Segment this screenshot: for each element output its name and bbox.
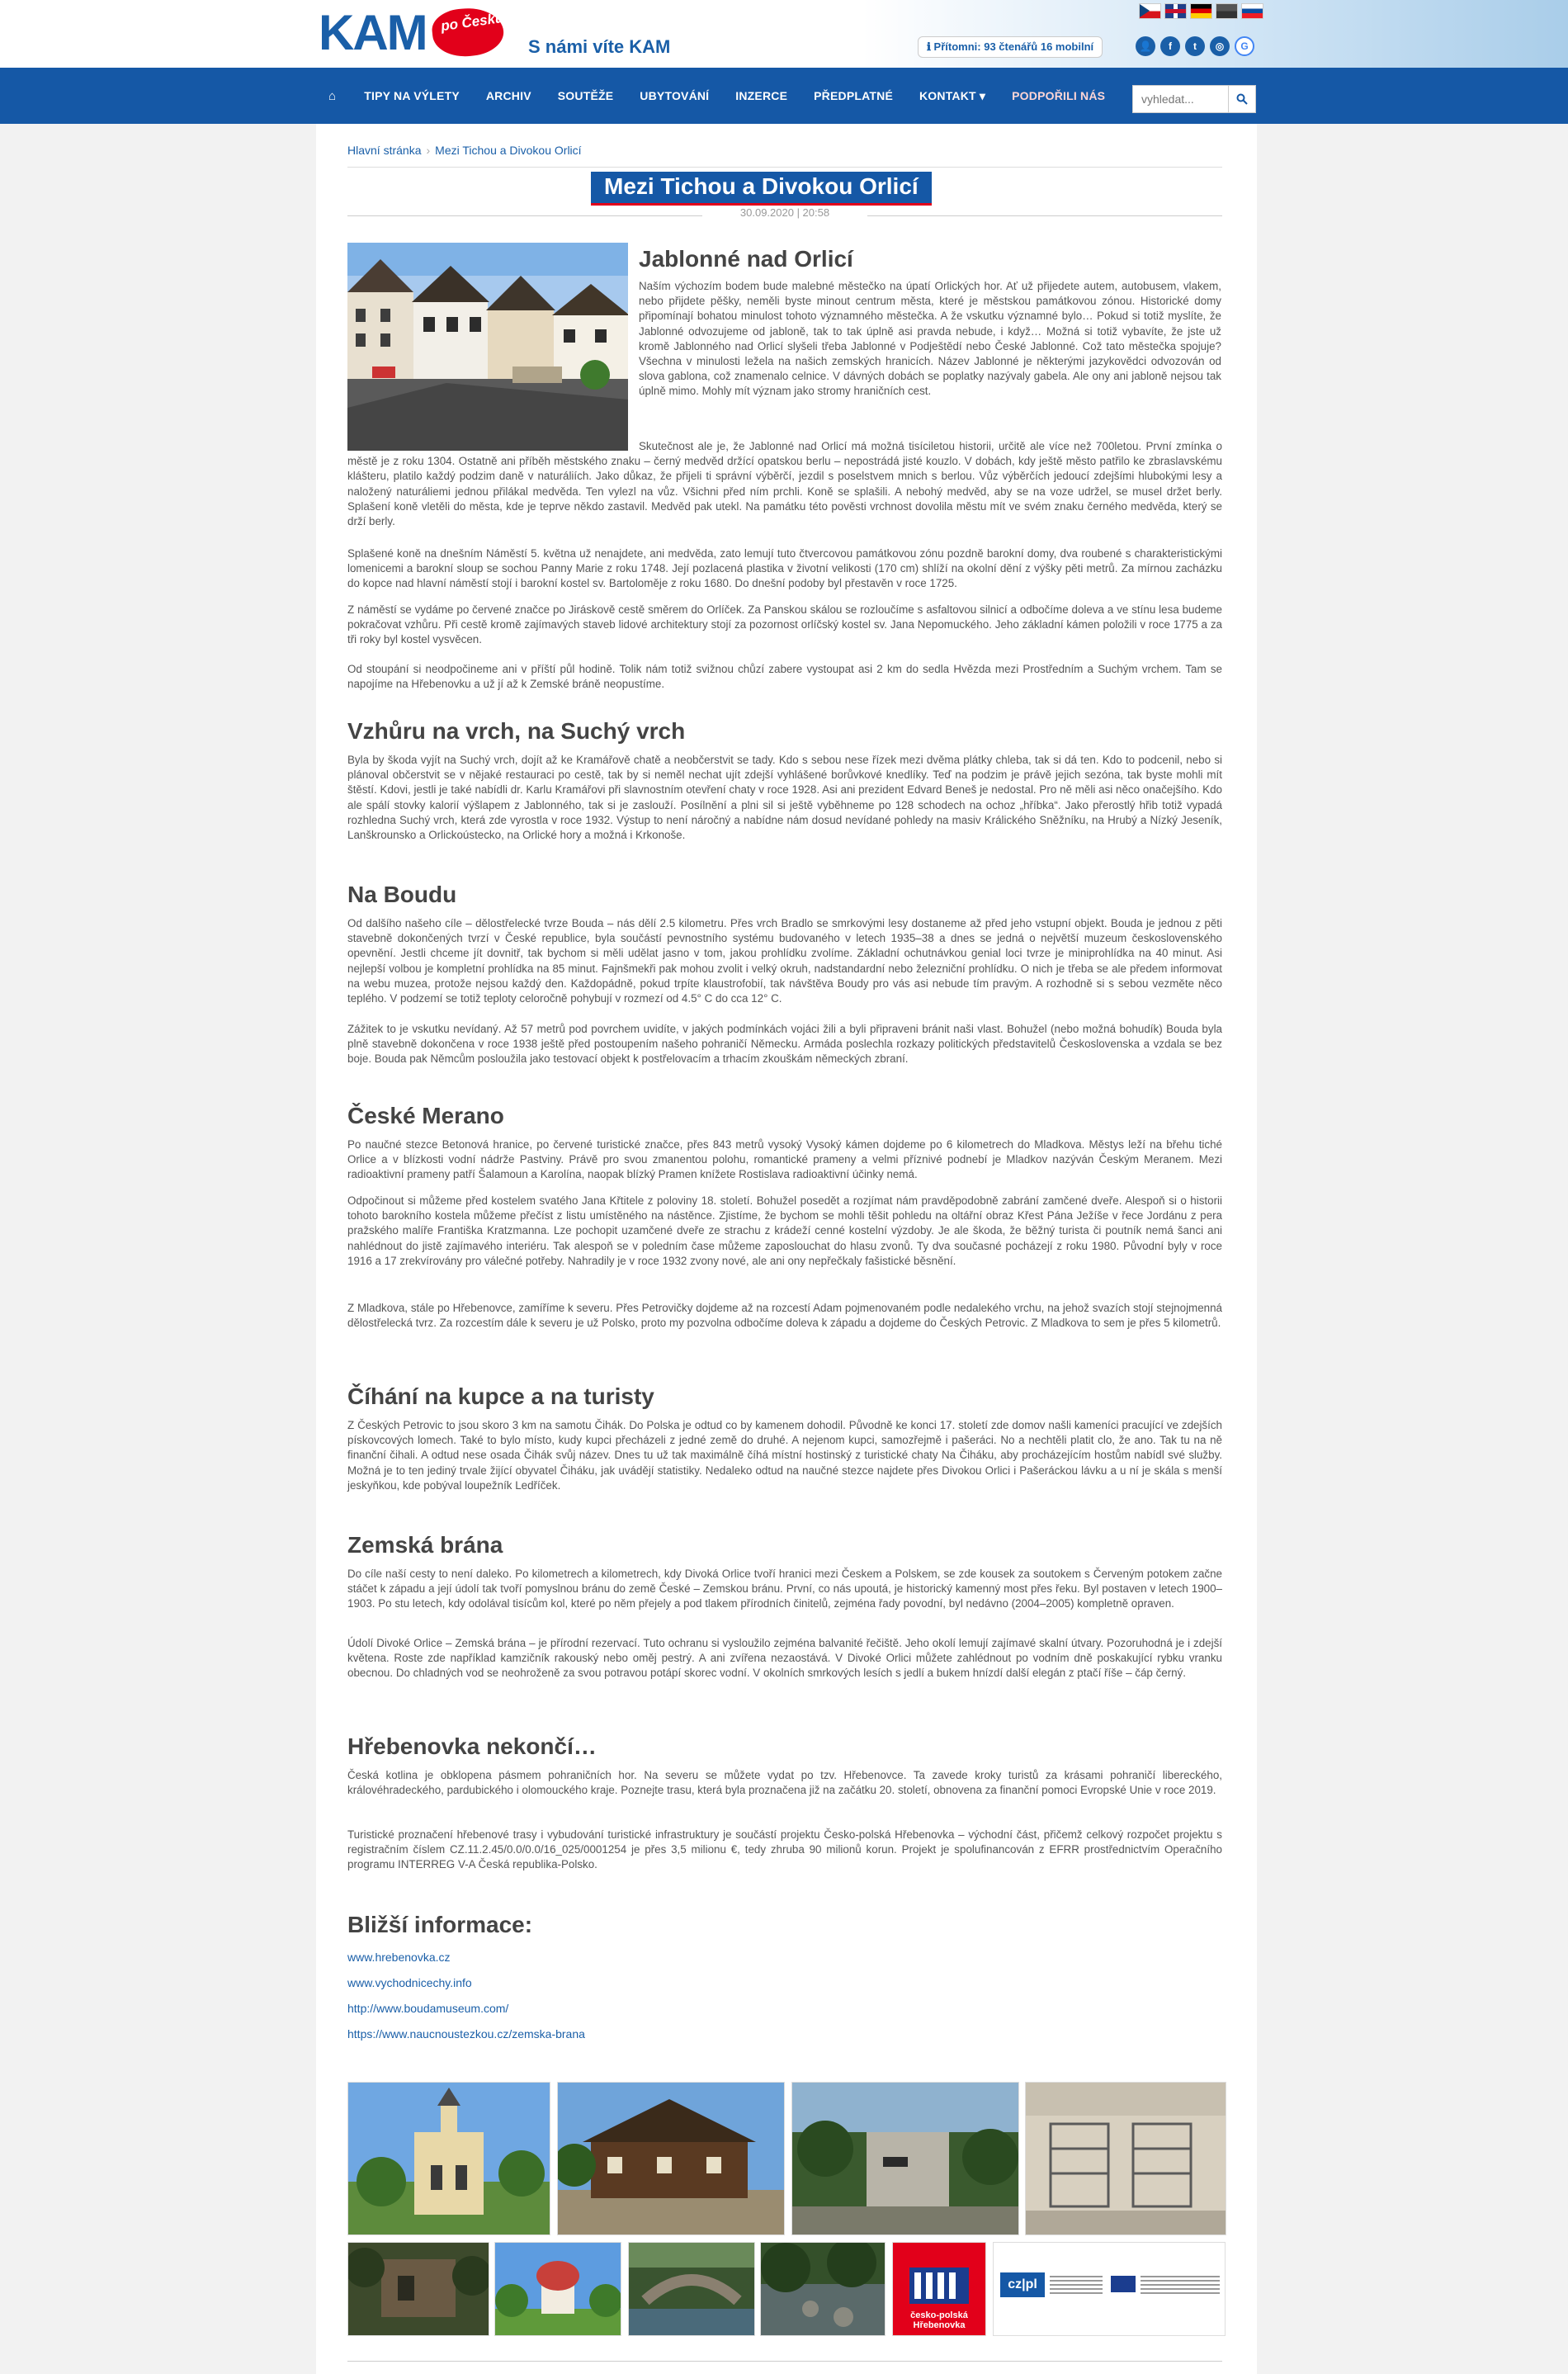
- nav-item-souteze[interactable]: SOUTĚŽE: [557, 89, 614, 102]
- section-heading: Zemská brána: [347, 1532, 503, 1558]
- gallery-thumbnail[interactable]: [557, 2082, 785, 2235]
- info-link[interactable]: www.vychodnicechy.info: [347, 1976, 472, 1989]
- hrebenovka-badge-text: česko-polská Hřebenovka: [910, 2310, 968, 2330]
- flag-gb-icon[interactable]: [1164, 3, 1187, 19]
- eu-caption-lines: [1141, 2276, 1220, 2294]
- paragraph: Zážitek to je vskutku nevídaný. Až 57 metrů pod povrchem uvidíte, v jakých podmínkách vojáci žili a byli připraveni bránit naši vlast. Bohužel (nebo možná bohudík) Bouda byla plně stavebně dokončena v roce 1938 ještě před postoupením našeho pohraničí Německu. Armáda poslechla rozkazy politických představitelů Československa a vzdala se bez boje. Bouda pak Němcům posloužila jako testovací objekt k postřelovacím a trhacím zkouškám německých zbraní.: [347, 1023, 1222, 1066]
- info-links: [347, 1945, 585, 2047]
- nav-home-icon[interactable]: ⌂: [328, 88, 337, 103]
- search-icon[interactable]: [1228, 85, 1256, 113]
- facebook-icon[interactable]: f: [1160, 36, 1180, 56]
- flag-pl-icon[interactable]: [1216, 3, 1238, 19]
- twitter-icon[interactable]: t: [1185, 36, 1205, 56]
- gallery-thumbnail[interactable]: [494, 2242, 621, 2336]
- social-links: [1136, 36, 1254, 56]
- paragraph: Turistické proznačení hřebenové trasy i vybudování turistické infrastruktury je součástí projektu Česko-polská Hřebenovka – východní část, přičemž celkový rozpočet projektu s registračním číslem CZ.11.2.45/0.0/0.0/16_025/0001254 je přes 3,5 milionu €, tedy zhruba 90 milionů korun. Projekt je spolufinancován z EFRR prostřednictvím Operačního programu INTERREG V-A Česká republika-Polsko.: [347, 1828, 1222, 1871]
- paragraph: Z náměstí se vydáme po červené značce po Jiráskově cestě směrem do Orlíček. Za Panskou skálou se rozloučíme s asfaltovou silnicí a odbočíme doleva a ve stínu lesa budeme pokračovat vzhůru. Při cestě kromě zajímavých staveb lidové architektury stojí za pozornost orlíčský kostel sv. Jana Nepomuckého. Jeho základní kámen položili v roce 1775 a za tři roky byl kostel vysvěcen.: [347, 603, 1222, 646]
- header: [0, 0, 1568, 68]
- divider: [347, 2361, 1222, 2362]
- logo-caption-lines: [1050, 2276, 1103, 2294]
- gallery-thumbnail-eu-logos[interactable]: [993, 2242, 1226, 2336]
- paragraph: Byla by škoda vyjít na Suchý vrch, dojít až ke Kramářově chatě a neobčerstvit se tady. Kdo s sebou nese řízek mezi dvěma plátky chleba, tak si dá ten. Kdo to podcenil, nebo si plánoval občerstvit se v nějaké restauraci po cestě, tak by si neměl nechat ujít zdejší vyhlášené borůvkové knedlíky. Teď na podzim je právě jejich sezóna, tak byste mohli mít štěstí. Kdovi, jestli je také nabídli dr. Karlu Kramářovi při slavnostním otevření chaty v roce 1928. Asi ani prezident Edvard Beneš je nedostal. Pro ně měli asi něco onačejšího. Kdo ale spálí stovky kalorií výšlapem z Jablonného, tak si je zaslouží. Posílnění a plni sil si ještě vyběhneme po 128 schodech na ochoz „hříbka“. Jako přerostlý hřib totiž vypadá rozhledna Suchý vrch, která zde vyrostla v roce 1932. Výstup to není náročný a nabídne nám dosud nevídané pohledy na masiv Králického Sněžníku, na Hrubý a Nízký Jeseník, Lanškrounsko a Orlickoústecko, na Orlické hory a možná i Krkonoše.: [347, 754, 1222, 842]
- nav-item-inzerce[interactable]: INZERCE: [735, 89, 788, 102]
- czpl-logo: cz|pl: [1000, 2272, 1045, 2297]
- breadcrumb-separator-icon: ›: [426, 144, 431, 157]
- paragraph: Naším výchozím bodem bude malebné městečko na úpatí Orlických hor. Ať už přijedete autem, autobusem, vlakem, nebo přijdete pěšky, neměli byste minout centrum města, které je městskou památkovou zónou. Historické domy připomínají bohatou minulost tohoto významného městečka. A že vskutku významné bylo… Pokud si totiž myslíte, že Jablonné odvozujeme od jabloně, tak to tak úplně asi pravda nebude, i když… Možná si totiž vybavíte, že jste už kromě Jablonného nad Orlicí slyšeli třeba Jablonné v Podještědí nebo České Jablonné. Což tato městečka spojuje? Všechna v minulosti ležela na našich zemských hranicích. Název Jablonné je některými jazykovědci odvozován od slova gablona, což znamenalo celnice. V dávných dobách se poplatky nazývaly gabela. Ale ony ani jabloně nejsou tak úplně mimo. Mohly mít význam jako stromy hraničních cest.: [639, 280, 1221, 398]
- article-date: 30.09.2020 | 20:58: [347, 206, 1222, 226]
- gallery-thumbnail[interactable]: [791, 2082, 1019, 2235]
- logo-badge-text: po Česku: [439, 9, 505, 35]
- flag-de-icon[interactable]: [1190, 3, 1212, 19]
- gallery-thumbnail[interactable]: [760, 2242, 886, 2336]
- paragraph: Po naučné stezce Betonová hranice, po červené turistické značce, přes 843 metrů vysoký Vysoký kámen dojdeme po 6 kilometrech do Mladkova. Městys leží na břehu tiché Orlice a v blízkosti vodní nádrže Pastviny. Právě pro svou zmanentou polohu, romantické prameny a velmi příznivé podnebí je Mladkov nazýván Českým Meranem. Mezi radioaktivní prameny patří Šalamoun a Karolína, naopak blízký Pramen knížete Rostislava radioaktivní účinky nemá.: [347, 1138, 1222, 1181]
- instagram-icon[interactable]: ◎: [1210, 36, 1230, 56]
- info-link[interactable]: http://www.boudamuseum.com/: [347, 2002, 509, 2015]
- gallery-thumbnail[interactable]: [628, 2242, 755, 2336]
- page-title: Mezi Tichou a Divokou Orlicí: [591, 172, 932, 206]
- language-flags: [1139, 3, 1263, 18]
- logo-text: KAM: [319, 5, 427, 60]
- eu-flag-icon: [1111, 2276, 1136, 2292]
- paragraph: Splašené koně na dnešním Náměstí 5. května už nenajdete, ani medvěda, zato lemují tuto čtvercovou památkovou zónu pozdně barokní domy, dva roubené s charakteristickými lomenicemi a barokní sloup se sochou Panny Marie z roku 1748. Její pozlacená plastika v životní velikosti (170 cm) shlíží na okolní dění z výšky pěti metrů. Za mírnou zacházku do kopce nad hlavní náměstí stojí i barokní kostel sv. Bartoloměje z roku 1680. Do dnešní podoby byl přestavěn v roce 1725.: [347, 547, 1222, 590]
- user-icon[interactable]: 👤: [1136, 36, 1155, 56]
- nav-item-podporili[interactable]: PODPOŘILI NÁS: [1012, 89, 1106, 102]
- flag-cz-icon[interactable]: [1139, 3, 1161, 19]
- section-heading: Číhání na kupce a na turisty: [347, 1383, 654, 1409]
- paragraph: Z Mladkova, stále po Hřebenovce, zamíříme k severu. Přes Petrovičky dojdeme až na rozcestí Adam pojmenovaném podle nedalekého vrchu, na jehož svazích stojí stejnojmenná dělostřelecká tvrz. Za rozcestím dále k severu je už Polsko, proto my pozvolna odbočíme doleva k západu a dojdeme do Českých Petrovic. Z Mladkova to sem je přes 5 kilometrů.: [347, 1302, 1222, 1330]
- paragraph: Z Českých Petrovic to jsou skoro 3 km na samotu Čihák. Do Polska je odtud co by kamenem dohodil. Původně ke konci 17. století zde domov našli kameníci pracující ve zdejších pískovcových lomech. Také to bylo místo, kudy kupci přecházeli z jedné země do druhé. A nejenom kupci, samozřejmě i pašeráci. No a nechtěli platit clo, že ano. Tak tu na ně finanční čihali. A odtud nese osada Čihák svůj název. Dnes tu už tak maximálně číhá místní hostinský z turistické chaty Na Čiháku, aby procházejícím hostům nabídl své služby. Možná je to ten jediný trvale žijící obyvatel Čiháku, jak uvádějí statistiky. Nedaleko odtud na naučné stezce najdete přes Divokou Orlici i Pašeráckou lávku a u ní je skála s menší jeskyňkou, kde pobýval loupežník Ledříček.: [347, 1419, 1222, 1492]
- article-main-image[interactable]: [347, 243, 628, 451]
- paragraph: Od dalšího našeho cíle – dělostřelecké tvrze Bouda – nás dělí 2.5 kilometru. Přes vrch Bradlo se smrkovými lesy dostaneme až před jeho vstupní objekt. Bouda je jednou z pěti stavebně dokončených tvrzí v České republice, byla součástí pevnostního systému budovaného v letech 1935–38 a dnes se jedná o největší muzeum československého opevnění. Jestli chceme jít dovnitř, tak bychom si měli udělat jasno v tom, jakou prohlídku zvolíme. Základní ochutnávkou genial loci tvrze je miniprohlídka na 40 minut. Asi nejlepší volbou je kompletní prohlídka na 85 minut. Fajnšmekři pak mohou zvolit i velký okruh, nadstandardní nebo železniční prohlídku. O nich je třeba se ale předem informovat na webu muzea, protože nejsou každý den. Každopádně, pokud trpíte klaustrofobií, tak návštěva Boudy pro vás asi nebude tím pravým. A rozhodně si s sebou vezměte něco teplého. V podzemí se totiž teploty celoročně pohybují v rozmezí od 4.5° C do cca 12° C.: [347, 917, 1222, 1005]
- section-heading: Hřebenovka nekončí…: [347, 1733, 597, 1759]
- flag-sk-icon[interactable]: [1241, 3, 1263, 19]
- nav-item-tipy[interactable]: TIPY NA VÝLETY: [364, 89, 460, 102]
- nav-item-predplatne[interactable]: PŘEDPLATNÉ: [814, 89, 893, 102]
- site-slogan: S námi víte KAM: [528, 36, 671, 57]
- paragraph: Údolí Divoké Orlice – Zemská brána – je přírodní rezervací. Tuto ochranu si vysloužilo zejména balvanité řečiště. Jeho okolí lemují zajímavé skalní útvary. Pozoruhodná je i zdejší květena. Roste zde například kamzičník rakouský nebo oměj pestrý. A ani zvířena nezaostává. V Divoké Orlici můžete zahlédnout po vodním dně poskakující rybku vranku obecnou. Do chladných vod se neohroženě za svou potravou potápí skorec vodní. V okolních smrkových lesích s jedlí a bukem hnízdí další elegán z ptačí říše – čáp černý.: [347, 1637, 1222, 1680]
- paragraph: Od stoupání si neodpočineme ani v příští půl hodině. Tolik nám totiž svižnou chůzí zabere vystoupat asi 2 km do sedla Hvězda mezi Prostředním a Suchým vrchem. Tam se napojíme na Hřebenovku a už jí až k Zemské bráně neopustíme.: [347, 663, 1222, 691]
- nav-item-ubytovani[interactable]: UBYTOVÁNÍ: [640, 89, 710, 102]
- gallery-thumbnail[interactable]: [1025, 2082, 1226, 2235]
- divider: [347, 167, 1222, 168]
- section-heading: Bližší informace:: [347, 1912, 533, 1937]
- google-icon[interactable]: G: [1235, 36, 1254, 56]
- info-link[interactable]: https://www.naucnoustezkou.cz/zemska-brana: [347, 2027, 585, 2041]
- main-navigation: [0, 68, 1568, 124]
- paragraph: Skutečnost ale je, že Jablonné nad Orlicí má možná tisíciletou historii, určitě ale více než 700letou. První zmínka o městě je z roku 1304. Ostatně ani příběh městského znaku – černý medvěd držící opatskou berlu – nepostrádá jisté kouzlo. V dobách, kdy ještě město patřilo ke zbraslavskému klášteru, platilo každý podzim daně v naturáliích. Jako důkaz, že přijeli ti správní výběrčí, jezdil s poselstvem mnich s berlou. Vůz výběrčích jedoucí zdejšími hlubokými lesy a naložený naturáliemi jednou přilákal medvěda. Ten vylezl na vůz. Všichni před ním prchli. Koně se splašili. A nebohý medvěd, aby se na voze udržel, se musel držet berly. Splašení koně vletěli do města, kde je teprve někdo zastavil. Medvěd pak utekl. Na památku této pověsti vrchnost dovolila městu mít ve svém znaku černého medvěda, který se drží berly.: [347, 440, 1222, 528]
- section-heading: Vzhůru na vrch, na Suchý vrch: [347, 718, 686, 744]
- nav-item-kontakt[interactable]: KONTAKT ▾: [919, 88, 986, 102]
- nav-item-archiv[interactable]: ARCHIV: [485, 89, 531, 102]
- info-link[interactable]: www.hrebenovka.cz: [347, 1951, 451, 1964]
- gallery-thumbnail[interactable]: [347, 2242, 489, 2336]
- online-readers: ℹ Přítomni: 93 čtenářů 16 mobilní: [918, 36, 1103, 58]
- section-heading: Jablonné nad Orlicí: [639, 246, 853, 272]
- section-heading: České Merano: [347, 1103, 504, 1128]
- section-heading: Na Boudu: [347, 882, 457, 907]
- paragraph: Česká kotlina je obklopena pásmem pohraničních hor. Na severu se můžete vydat po tzv. Hřebenovce. Ta zavede kroky turistů za krásami pohraničí libereckého, královéhradeckého, pardubického i olomouckého kraje. Poznejte trasu, která byla proznačena již na začátku 20. století, obnovena za finanční pomoci Evropské Unie v roce 2019.: [347, 1769, 1222, 1797]
- gallery-thumbnail[interactable]: [347, 2082, 550, 2235]
- gallery-thumbnail-hrebenovka[interactable]: [892, 2242, 986, 2336]
- paragraph: Do cíle naší cesty to není daleko. Po kilometrech a kilometrech, kdy Divoká Orlice tvoří hranici mezi Českem a Polskem, se zde kousek za soutokem s Červeným potokem začne stáčet k západu a její údolí tak tvoří pomyslnou bránu do země České – Zemskou bránu. První, co nás upoutá, je historický kamenný most přes řeku. Byl postaven v letech 1900–1903. Po stu letech, kdy odolával tisícům kol, které po něm přejely a pod tlakem přírodních činitelů, zejména řady povodní, byl nedávno (2004–2005) kompletně opraven.: [347, 1568, 1222, 1610]
- paragraph: Odpočinout si můžeme před kostelem svatého Jana Křtitele z poloviny 18. století. Bohužel posedět a rozjímat nám pravděpodobně zabrání zamčené dveře. Alespoň si o historii tohoto barokního kostela můžeme přečíst z listu umístěného na nástěnce. Zjistíme, že bychom se mohli těšit pohledu na oltářní obraz Křest Pána Ježíše v řece Jordánu z pera pražského malíře Františka Kratzmanna. Lze pochopit uzamčené dveře ze strachu z krádeží cenné kostelní výzdoby. Je ale škoda, že běžný turista či poutník nemá šanci ani nahlédnout do jistě zajímavého interiéru. Tak alespoň se v poledním čase můžeme zaposlouchat do hlasu zvonů. Ty dva současné pocházejí z roku 1980. Původní byly v roce 1916 a 17 zrekvírovány pro válečné potřeby. Nahradily je v roce 1932 zvony nové, ale ani ony nepřečkaly fašistické běsnění.: [347, 1194, 1222, 1267]
- site-logo[interactable]: [319, 3, 517, 63]
- breadcrumb-home[interactable]: Hlavní stránka: [347, 144, 422, 157]
- breadcrumb-current: Mezi Tichou a Divokou Orlicí: [435, 144, 582, 157]
- breadcrumb: [347, 144, 582, 157]
